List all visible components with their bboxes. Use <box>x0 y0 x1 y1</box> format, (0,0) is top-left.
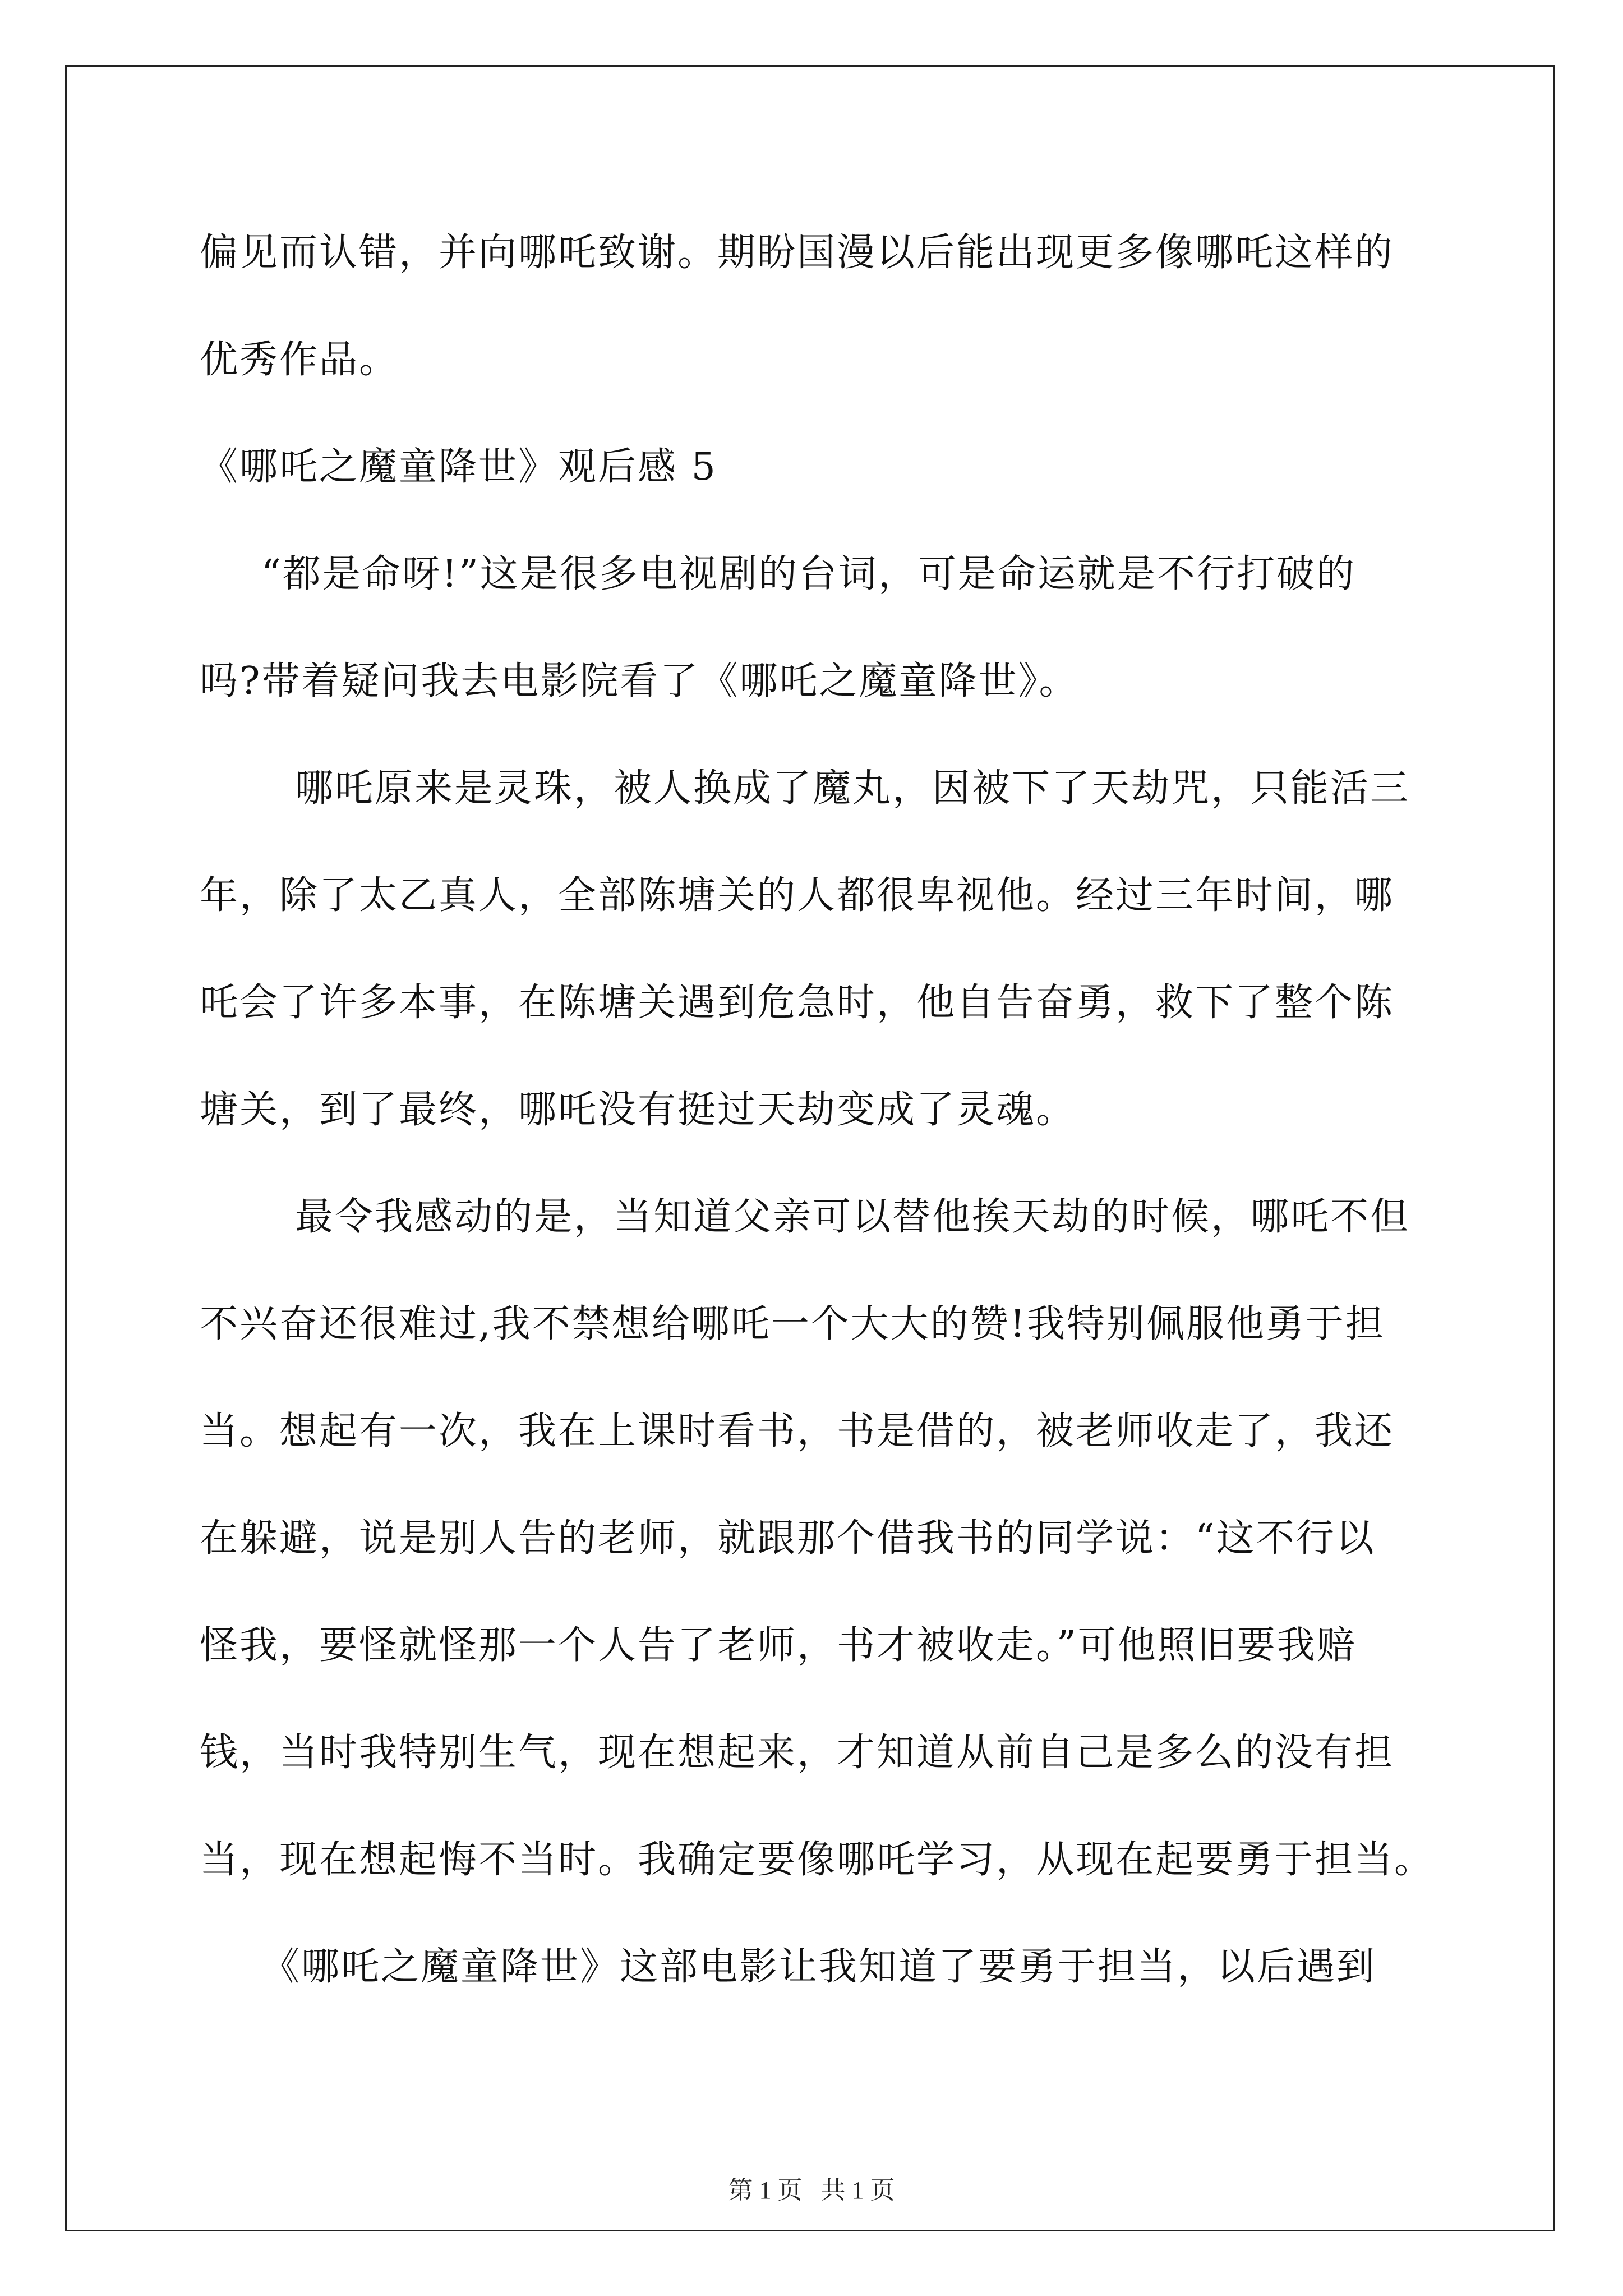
text-line: 钱，当时我特别生气，现在想起来，才知道从前自己是多么的没有担 <box>200 1731 1395 1775</box>
page-number-footer: 第 1 页 共 1 页 <box>728 2177 895 2204</box>
text-line: 当，现在想起悔不当时。我确定要像哪吒学习，从现在起要勇于担当。 <box>200 1838 1435 1882</box>
text-line: 优秀作品。 <box>200 338 399 382</box>
text-line: 塘关，到了最终，哪吒没有挺过天劫变成了灵魂。 <box>200 1088 1076 1132</box>
text-line: 怪我，要怪就怪那一个人告了老师，书才被收走。”可他照旧要我赔 <box>200 1623 1357 1668</box>
text-line: 偏见而认错，并向哪吒致谢。期盼国漫以后能出现更多像哪吒这样的 <box>200 231 1395 275</box>
section-title: 《哪吒之魔童降世》观后感 5 <box>200 445 717 489</box>
text-line: 《哪吒之魔童降世》这部电影让我知道了要勇于担当，以后遇到 <box>261 1945 1377 1989</box>
text-line: 年，除了太乙真人，全部陈塘关的人都很卑视他。经过三年时间，哪 <box>200 873 1395 918</box>
document-body <box>200 199 1433 2021</box>
text-line: 不兴奋还很难过,我不禁想给哪吒一个大大的赞!我特别佩服他勇于担 <box>200 1302 1385 1346</box>
text-line: 吒会了许多本事，在陈塘关遇到危急时，他自告奋勇，救下了整个陈 <box>200 981 1395 1025</box>
text-line: “都是命呀!”这是很多电视剧的台词，可是命运就是不行打破的 <box>261 552 1356 596</box>
text-line: 哪吒原来是灵珠，被人换成了魔丸，因被下了天劫咒，只能活三 <box>295 766 1410 811</box>
text-line: 当。想起有一次，我在上课时看书，书是借的，被老师收走了，我还 <box>200 1409 1395 1453</box>
text-line: 在躲避，说是别人告的老师，就跟那个借我书的同学说：“这不行以 <box>200 1516 1376 1561</box>
text-line: 吗?带着疑问我去电影院看了《哪吒之魔童降世》。 <box>200 659 1079 703</box>
text-line: 最令我感动的是，当知道父亲可以替他挨天劫的时候，哪吒不但 <box>295 1195 1410 1239</box>
